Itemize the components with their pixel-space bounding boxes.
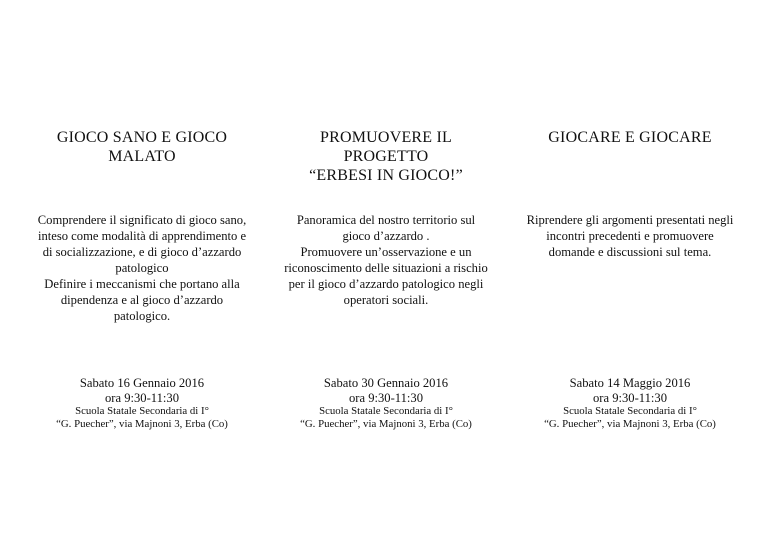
- description-line: incontri precedenti e promuovere: [546, 229, 714, 243]
- event-title: [510, 128, 750, 147]
- title-line: PROMUOVERE IL: [320, 129, 452, 146]
- event-date: Sabato 16 Gennaio 2016: [79, 376, 205, 390]
- title-line: GIOCO SANO E GIOCO: [56, 129, 228, 146]
- event-description: [266, 212, 506, 308]
- event-title: [266, 128, 506, 185]
- description-line: domande e discussioni sul tema.: [548, 245, 712, 259]
- description-line: Panoramica del nostro territorio sul: [296, 213, 476, 227]
- location-line: Scuola Statale Secondaria di I°: [75, 405, 209, 417]
- event-location: [22, 405, 262, 431]
- event-description: [510, 212, 750, 260]
- location-line: Scuola Statale Secondaria di I°: [319, 405, 453, 417]
- description-line: di socializzazione, e di gioco d’azzardo: [42, 245, 242, 259]
- description-line: patologico.: [113, 309, 171, 323]
- description-line: operatori sociali.: [343, 293, 429, 307]
- event-title: [22, 128, 262, 166]
- description-line: inteso come modalità di apprendimento e: [37, 229, 247, 243]
- event-time: ora 9:30-11:30: [104, 391, 180, 405]
- event-date: Sabato 30 Gennaio 2016: [323, 376, 449, 390]
- event-time: ora 9:30-11:30: [592, 391, 668, 405]
- event-date: Sabato 14 Maggio 2016: [569, 376, 691, 390]
- event-location: [266, 405, 506, 431]
- event-description: [22, 212, 262, 324]
- title-line: PROGETTO: [343, 148, 429, 165]
- event-datetime: [266, 376, 506, 406]
- title-line: MALATO: [108, 148, 176, 165]
- description-line: gioco d’azzardo .: [342, 229, 430, 243]
- description-line: patologico: [115, 261, 169, 275]
- location-line: “G. Puecher”, via Majnoni 3, Erba (Co): [56, 418, 228, 430]
- location-line: “G. Puecher”, via Majnoni 3, Erba (Co): [544, 418, 716, 430]
- description-line: Promuovere un’osservazione e un: [300, 245, 472, 259]
- event-time: ora 9:30-11:30: [348, 391, 424, 405]
- title-line: GIOCARE E GIOCARE: [548, 129, 712, 146]
- description-line: Comprendere il significato di gioco sano,: [37, 213, 247, 227]
- description-line: Definire i meccanismi che portano alla: [44, 277, 240, 291]
- event-location: [510, 405, 750, 431]
- event-datetime: [510, 376, 750, 406]
- event-datetime: [22, 376, 262, 406]
- location-line: Scuola Statale Secondaria di I°: [563, 405, 697, 417]
- description-line: riconoscimento delle situazioni a rischio: [284, 261, 488, 275]
- description-line: Riprendere gli argomenti presentati negli: [526, 213, 734, 227]
- location-line: “G. Puecher”, via Majnoni 3, Erba (Co): [300, 418, 472, 430]
- title-line: “ERBESI IN GIOCO!”: [309, 167, 463, 184]
- description-line: dipendenza e al gioco d’azzardo: [60, 293, 224, 307]
- description-line: per il gioco d’azzardo patologico negli: [288, 277, 484, 291]
